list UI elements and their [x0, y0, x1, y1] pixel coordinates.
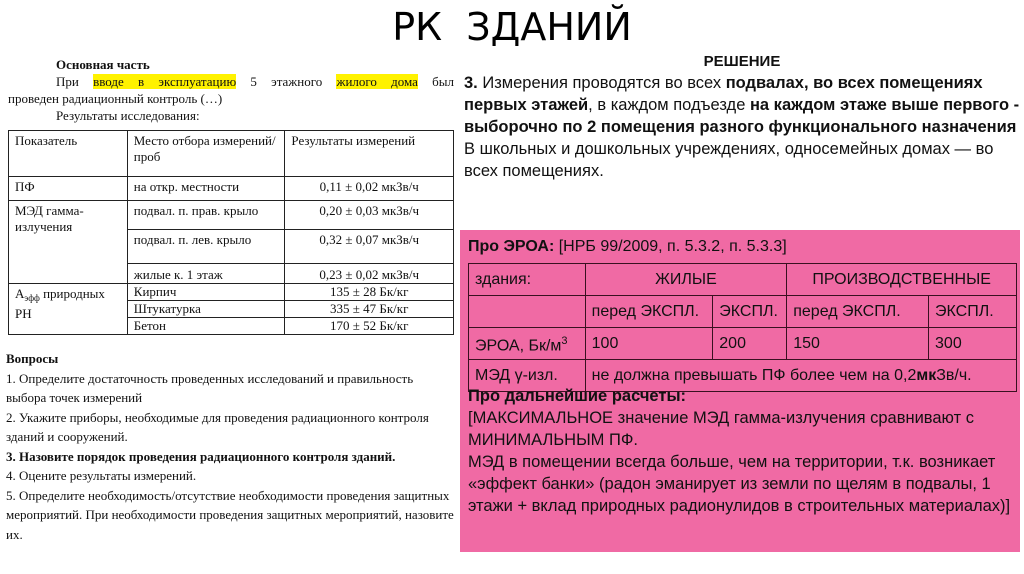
header-results: Результаты измерений — [285, 131, 454, 177]
eroa-table — [468, 263, 1017, 392]
highlight-residential-house: жилого дома — [336, 74, 418, 89]
col-industrial: ПРОИЗВОДСТВЕННЫЕ — [787, 264, 1017, 296]
question-item: 3. Назовите порядок проведения радиационного контроля зданий. — [6, 448, 396, 464]
eroa-info-box — [460, 230, 1020, 552]
table-row: $А_{эфф}$ природных РН Кирпич 135 ± 28 Бк/кг — [9, 284, 454, 301]
table-row: Бетон 170 ± 52 Бк/кг — [9, 318, 454, 335]
table-row: подвал. п. лев. крыло 0,32 ± 0,07 мкЗв/ч — [9, 230, 454, 264]
results-table — [8, 130, 454, 335]
questions-section — [6, 349, 456, 544]
header-indicator: Показатель — [9, 131, 128, 177]
header-place: Место отбора измерений/проб — [127, 131, 285, 177]
eroa-row-gamma: МЭД γ-изл. не должна превышать ПФ более чем на 0,2мкЗв/ч. — [469, 360, 1017, 392]
solution-paragraph: 3. Измерения проводятся во всех подвалах, во всех помещениях первых этажей, в каждом подъезде на каждом этаже выше первого - выборочно по 2 помещения разного функционального назначения — [464, 74, 1020, 136]
solution-schools-paragraph: В школьных и дошкольных учреждениях, односемейных домах — во всех помещениях. — [464, 140, 994, 180]
table-row: ПФ на откр. местности 0,11 ± 0,02 мкЗв/ч — [9, 177, 454, 201]
eroa-heading: Про ЭРОА: [НРБ 99/2009, п. 5.3.2, п. 5.3.3] — [468, 238, 787, 255]
question-item: 4. Оцените результаты измерений. — [6, 468, 197, 483]
main-part-heading: Основная часть — [56, 57, 150, 72]
questions-heading: Вопросы — [6, 351, 59, 366]
table-row: МЭД гамма-излучения подвал. п. прав. крыло 0,20 ± 0,03 мкЗв/ч — [9, 201, 454, 230]
col-residential: ЖИЛЫЕ — [585, 264, 787, 296]
calculations-line: [МАКСИМАЛЬНОЕ значение МЭД гамма-излучения сравнивают с МИНИМАЛЬНЫМ ПФ. — [468, 409, 974, 449]
question-item: 5. Определите необходимость/отсутствие необходимости проведения защитных мероприятий. При необходимости проведения защитных мероприятий, назовите их. — [6, 487, 454, 542]
eroa-row-buildings: здания: ЖИЛЫЕ ПРОИЗВОДСТВЕННЫЕ — [469, 264, 1017, 296]
eroa-row-phase: перед ЭКСПЛ. ЭКСПЛ. перед ЭКСПЛ. ЭКСПЛ. — [469, 296, 1017, 328]
table-header-row — [9, 131, 454, 177]
calculations-heading: Про дальнейшие расчеты: — [468, 387, 687, 405]
effective-activity-cell: $А_{эфф}$ природных РН — [9, 284, 128, 335]
table-row: Штукатурка 335 ± 47 Бк/кг — [9, 301, 454, 318]
calculations-section — [468, 385, 1016, 517]
intro-paragraph-line2: проведен радиационный контроль (…) — [8, 91, 223, 106]
intro-paragraph: При вводе в эксплуатацию 5 этажного жилого дома был — [56, 74, 454, 89]
highlight-commissioning: вводе в эксплуатацию — [93, 74, 237, 89]
eroa-row-values: ЭРОА, $Бк/м^3$ 100 200 150 300 — [469, 328, 1017, 360]
solution-section — [464, 52, 1020, 182]
slide-title: РК ЗДАНИЙ — [392, 5, 632, 49]
main-part-section — [8, 56, 454, 124]
solution-heading: РЕШЕНИЕ — [703, 53, 781, 70]
table-row: жилые к. 1 этаж 0,23 ± 0,02 мкЗв/ч — [9, 264, 454, 284]
question-item: 1. Определите достаточность проведенных исследований и правильность выбора точек измерений — [6, 370, 414, 405]
results-label: Результаты исследования: — [56, 108, 200, 123]
question-item: 2. Укажите приборы, необходимые для проведения радиационного контроля зданий и сооружений. — [6, 409, 429, 444]
calculations-line: МЭД в помещении всегда больше, чем на территории, т.к. возникает «эффект банки» (радон эманирует из земли по щелям в подвалы, 1 этажи + вклад природных радионулидов в строительных материалах)] — [468, 453, 1011, 515]
